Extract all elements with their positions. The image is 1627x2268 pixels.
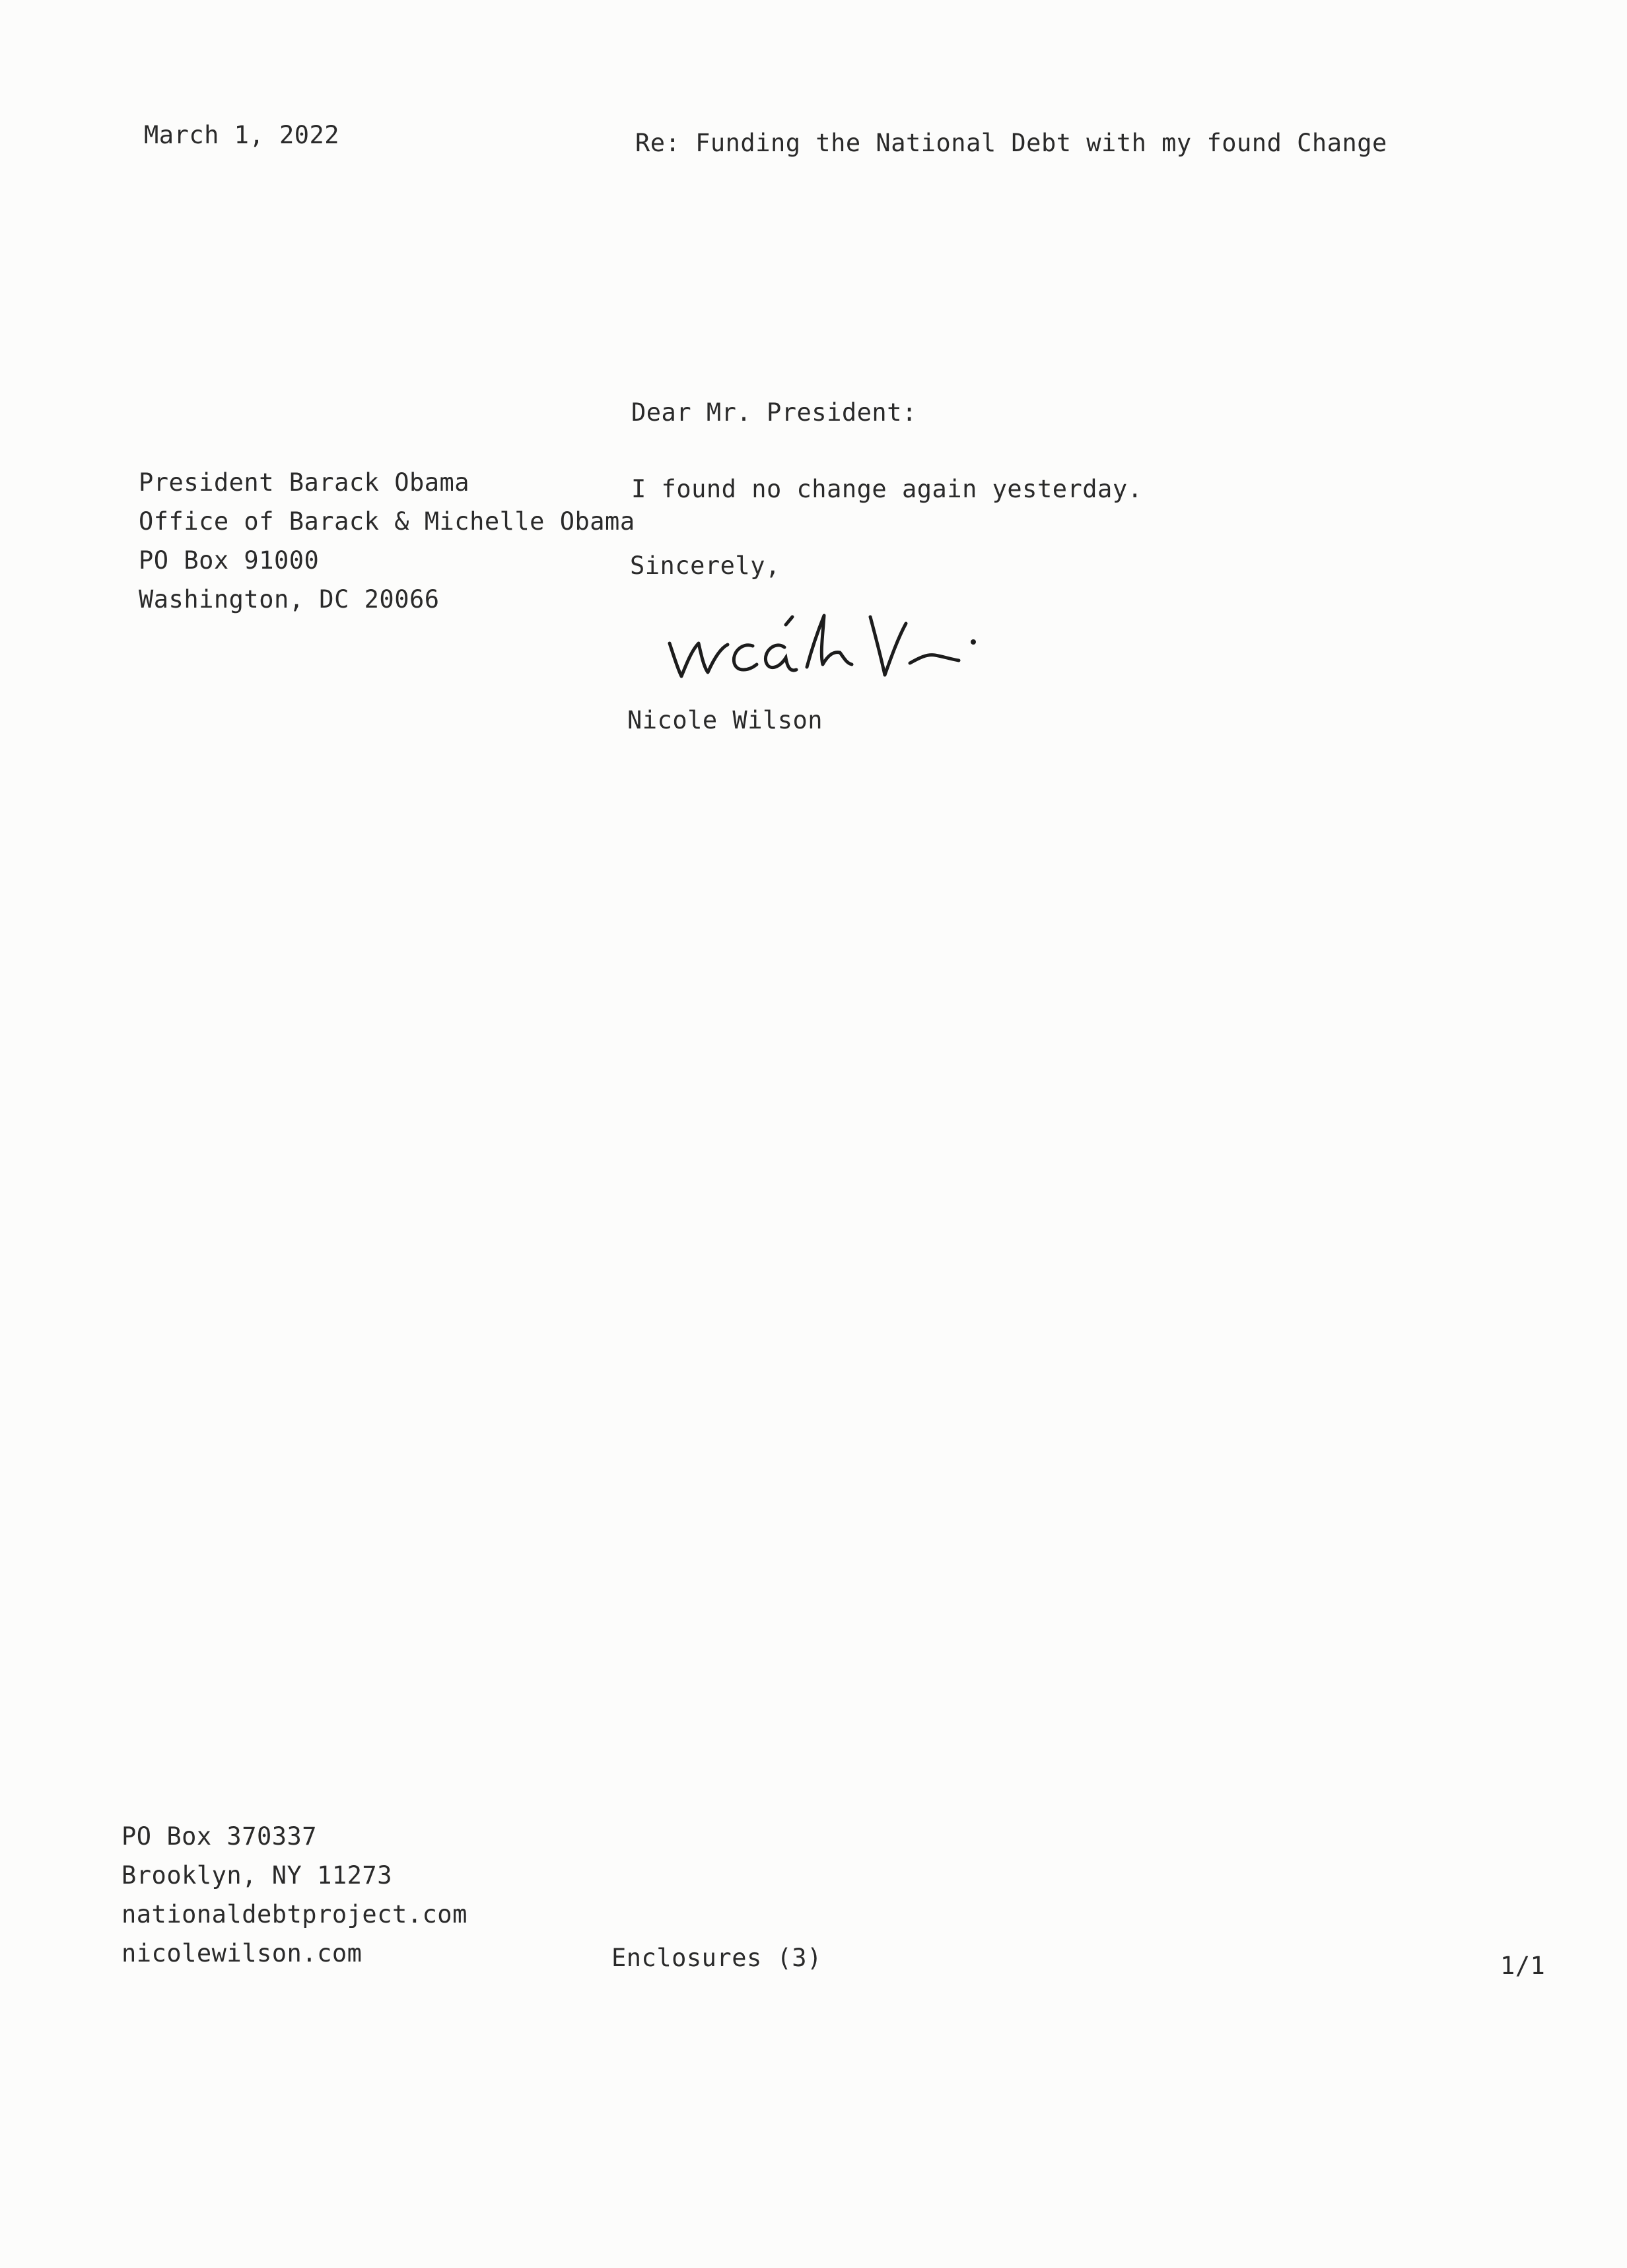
salutation: Dear Mr. President:	[631, 398, 917, 427]
return-address-line: Brooklyn, NY 11273	[121, 1861, 392, 1890]
enclosures-note: Enclosures (3)	[611, 1944, 822, 1972]
return-address-line: nationaldebtproject.com	[121, 1900, 467, 1929]
recipient-line: Washington, DC 20066	[139, 585, 440, 614]
return-address-line: nicolewilson.com	[121, 1939, 363, 1967]
letter-closing: Sincerely,	[630, 551, 780, 580]
return-address-line: PO Box 370337	[121, 1822, 318, 1851]
recipient-line: PO Box 91000	[139, 546, 320, 575]
page-number: 1/1	[1500, 1952, 1546, 1980]
recipient-line: Office of Barack & Michelle Obama	[139, 507, 635, 536]
handwritten-signature	[660, 594, 1004, 693]
letter-date: March 1, 2022	[144, 121, 340, 149]
recipient-line: President Barack Obama	[139, 468, 470, 497]
recipient-address	[139, 464, 635, 620]
letter-subject: Re: Funding the National Debt with my found Change	[635, 129, 1387, 157]
sender-name: Nicole Wilson	[627, 706, 823, 734]
return-address	[121, 1818, 467, 1973]
letter-body: I found no change again yesterday.	[631, 475, 1143, 503]
